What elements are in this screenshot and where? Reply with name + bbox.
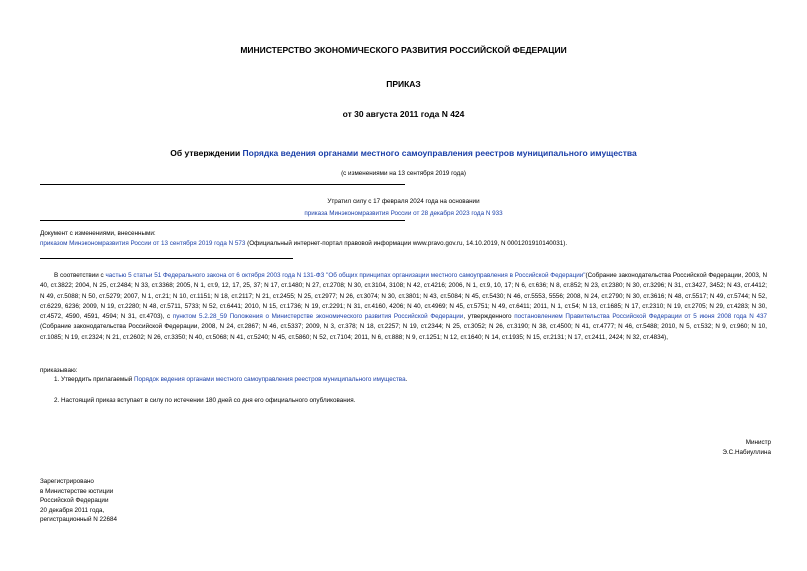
registration-line: регистрационный N 22684 — [40, 516, 118, 524]
separator-line — [40, 258, 293, 259]
resolution-link[interactable]: постановлением Правительства Российской Федерации от 5 июня 2008 года N 437 — [514, 313, 767, 321]
order-item-2: 2. Настоящий приказ вступает в силу по истечении 180 дней со дня его официального опубликования. — [54, 397, 356, 404]
registration-line: 20 декабря 2011 года, — [40, 506, 105, 514]
title-link[interactable]: Порядка ведения органами местного самоуправления реестров муниципального имущества — [242, 148, 637, 158]
preamble-text: В соответствии с — [54, 272, 106, 279]
registration-line: Зарегистрировано — [40, 478, 94, 485]
procedure-link[interactable]: Порядок ведения органами местного самоуправления реестров муниципального имущества — [134, 376, 406, 383]
changes-note — [40, 229, 760, 249]
signature-role: Министр — [745, 439, 771, 446]
registration-block — [40, 477, 117, 525]
separator-line — [40, 220, 405, 221]
lost-force-note — [0, 196, 807, 220]
changes-link[interactable]: приказом Минэкономразвития России от 13 сентября 2019 года N 573 — [40, 240, 246, 248]
signature-block — [722, 438, 771, 458]
preamble-text: , утвержденного — [463, 313, 515, 321]
registration-line: Российской Федерации — [40, 497, 109, 505]
ministry-heading: МИНИСТЕРСТВО ЭКОНОМИЧЕСКОГО РАЗВИТИЯ РОССИЙСКОЙ ФЕДЕРАЦИИ — [240, 45, 567, 55]
item1-text: 1. Утвердить прилагаемый — [54, 376, 135, 383]
changes-source: (Официальный интернет-портал правовой информации www.pravo.gov.ru, 14.10.2019, N 0001201910140031). — [245, 240, 568, 248]
order-word: приказываю: — [40, 367, 78, 374]
amendments-note: (с изменениями на 13 сентября 2019 года) — [341, 170, 466, 177]
date-number-heading: от 30 августа 2011 года N 424 — [342, 109, 465, 119]
lost-force-link[interactable]: приказа Минэкономразвития России от 28 декабря 2023 года N 933 — [304, 210, 503, 217]
law-link[interactable]: частью 5 статьи 51 Федерального закона от 6 октября 2003 года N 131-ФЗ "Об общих принципах организации местного самоуправления в Российской Федерации" — [105, 272, 586, 279]
regulation-link[interactable]: пунктом 5.2.28_59 Положения о Министерстве экономического развития Российской Федерации — [172, 313, 464, 321]
changes-label: Документ с изменениями, внесенными: — [40, 230, 156, 237]
lost-force-text: Утратил силу с 17 февраля 2024 года на основании — [327, 198, 480, 205]
title-prefix: Об утверждении — [170, 148, 243, 158]
preamble-text: (Собрание законодательства Российской Федерации, 2008, N 24, ст.2867; N 46, ст.5337; 2009, N 3, ст.378; N 18, ст.2257; N 19, ст.2344; N 25, ст.3052; N 26, ст.3190; N 38, ст.4500; N 41, ст.4777; N 46, ст.5488; 2010, N 5, ст.532; N 9, ст.960; N 10, ст.1085; N 19, ст.2324; N 21, ст.2602; N 26, ст.3350; N 40, ст.5068; N 41, ст.5240; N 45, ст.5860; N 52, ст.7104; 2011, N 6, ст.888; N 9, ст.1251; N 12, ст.1640; N 14, ст.1935; N 15, ст.2131; N 17, ст.2411, 2424; N 32, ст.4834), — [40, 323, 767, 341]
preamble-paragraph — [40, 271, 767, 343]
signature-name: Э.С.Набиуллина — [722, 449, 771, 457]
separator-line — [40, 184, 405, 185]
item1-end: . — [405, 376, 408, 383]
preamble-text: (Собрание законодательства Российской Федерации, 2003, N 40, ст.3822; 2004, N 25, ст.2484; N 33, ст.3368; 2005, N 1, ст.9, 12, 17, 25, 37; N 17, ст.1480; N 27, ст.2708; N 30, ст.3104, 3108; N 42, ст.4216; 2006, N 1, ст.9, 10, 17; N 6, ст.636; N 8, ст.852; N 23, ст.2380; N 30, ст.3296; N 31, ст.3427, 3452; N 43, ст.4412; N 49, ст.5088; N 50, ст.5279; 2007, N 1, ст.21; N 10, ст.1151; N 18, ст.2117; N 21, ст.2455; N 25, ст.2977; N 26, ст.3074; N 30, ст.3801; N 43, ст.5084; N 45, ст.5430; N 46, ст.5553, 5556; 2008, N 24, ст.2790; N 30, ст.3616; N 48, ст.5517; N 49, ст.5744; N 52, ст.6229, 6236; 2009, N 19, ст.2280; N 48, ст.5711, 5733; N 52, ст.6441; 2010, N 15, ст.1736; N 19, ст.2291; N 31, ст.4160, 4206; N 40, ст.4969; N 45, ст.5751; N 49, ст.6411; 2011, N 1, ст.54; N 13, ст.1685; N 17, ст.2310; N 19, ст.2705; N 29, ст.4283; N 30, ст.4572, 4590, 4591, 4594; N 31, ст.4703), с — [40, 272, 768, 321]
doc-type-heading: ПРИКАЗ — [386, 79, 421, 89]
order-item-1 — [54, 375, 407, 385]
document-title — [0, 148, 807, 158]
registration-line: в Министерстве юстиции — [40, 487, 114, 495]
